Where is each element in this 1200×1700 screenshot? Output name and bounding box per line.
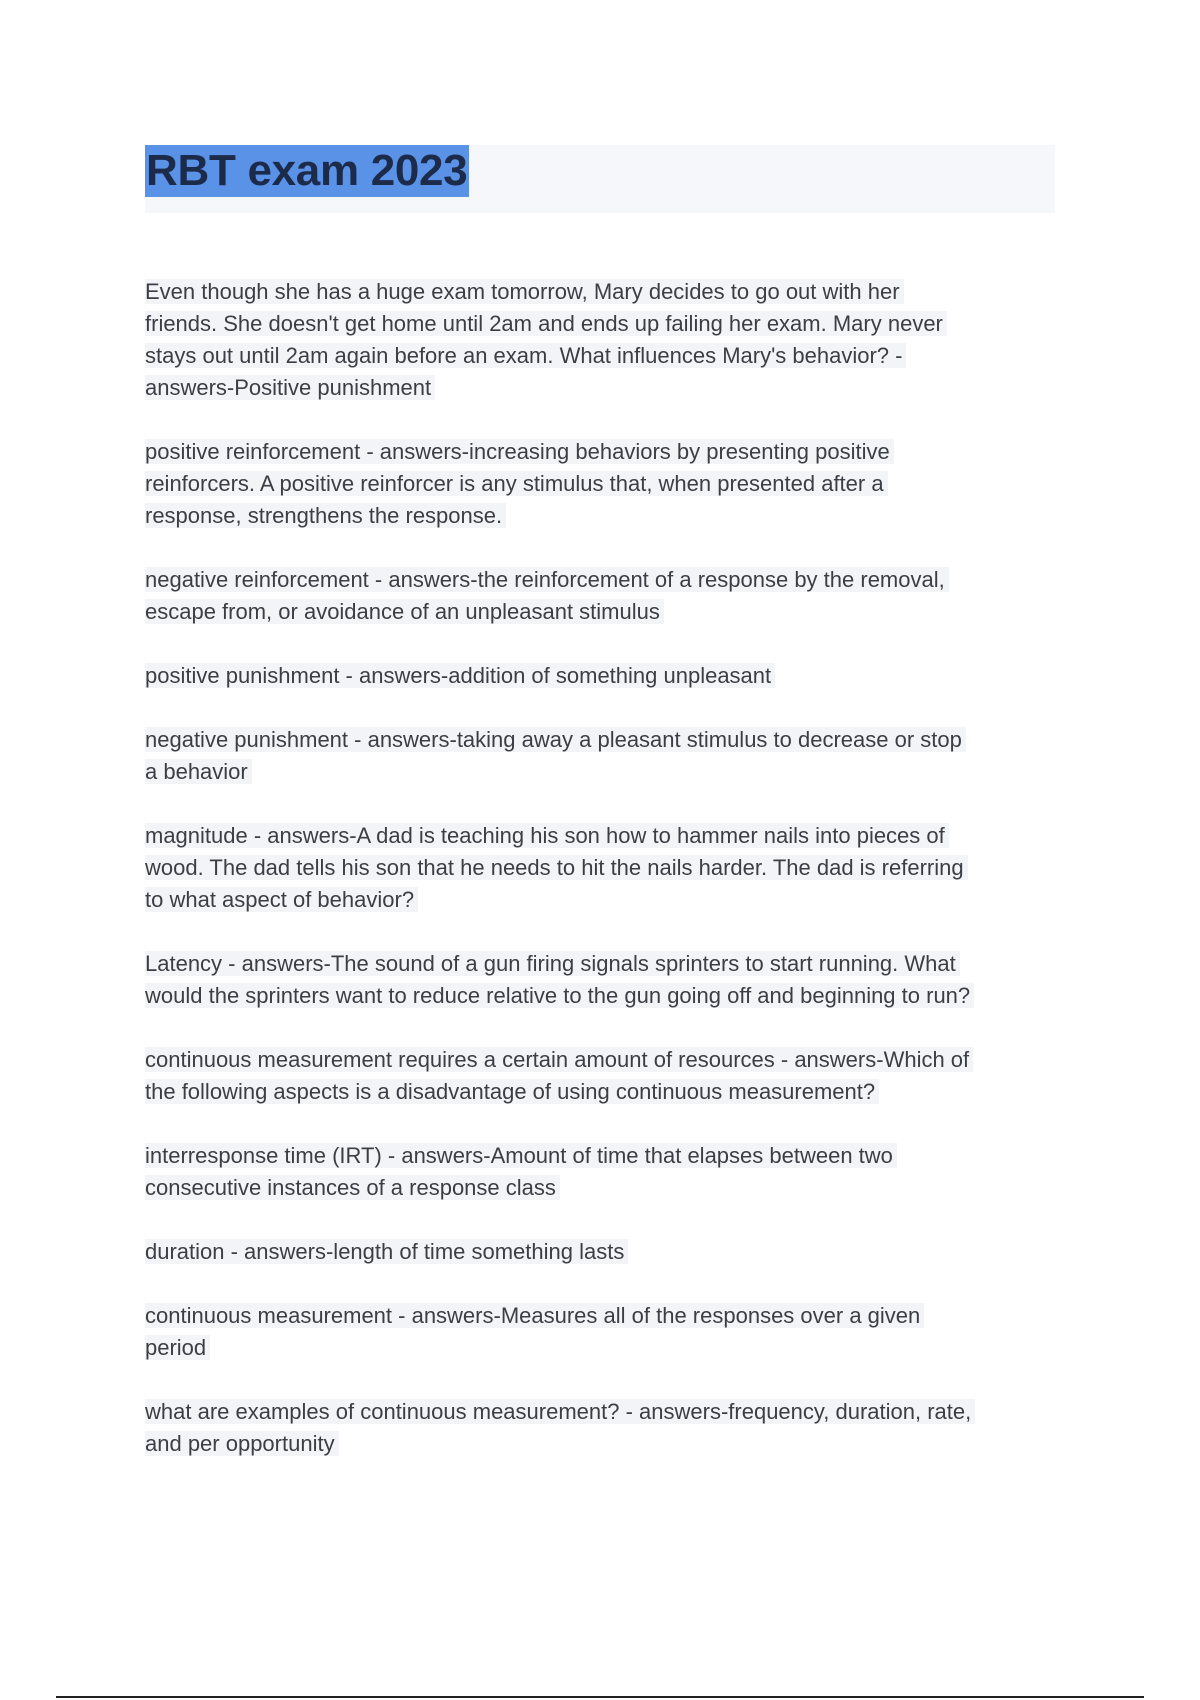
qa-line: interresponse time (IRT) - answers-Amount of time that elapses between two [145,1143,897,1168]
qa-line: would the sprinters want to reduce relative to the gun going off and beginning to run? [145,983,974,1008]
qa-line: and per opportunity [145,1431,339,1456]
qa-line: answers-Positive punishment [145,375,435,400]
qa-entry [145,820,1057,916]
qa-line: period [145,1335,210,1360]
qa-entry [145,1044,1057,1108]
qa-line: friends. She doesn't get home until 2am and ends up failing her exam. Mary never [145,311,947,336]
qa-line: what are examples of continuous measurement? - answers-frequency, duration, rate, [145,1399,975,1424]
qa-line: stays out until 2am again before an exam. What influences Mary's behavior? - [145,343,906,368]
qa-entry [145,1300,1057,1364]
qa-entry [145,948,1057,1012]
document-title: RBT exam 2023 [146,146,468,195]
qa-line: reinforcers. A positive reinforcer is any stimulus that, when presented after a [145,471,888,496]
qa-list [145,276,1057,1492]
qa-line: wood. The dad tells his son that he needs to hit the nails harder. The dad is referring [145,855,968,880]
qa-entry [145,1236,1057,1268]
qa-entry [145,1140,1057,1204]
qa-line: negative reinforcement - answers-the reinforcement of a response by the removal, [145,567,949,592]
qa-line: the following aspects is a disadvantage of using continuous measurement? [145,1079,879,1104]
qa-entry [145,276,1057,404]
qa-line: to what aspect of behavior? [145,887,418,912]
qa-entry [145,660,1057,692]
qa-line: escape from, or avoidance of an unpleasant stimulus [145,599,664,624]
qa-line: positive punishment - answers-addition of something unpleasant [145,663,775,688]
qa-line: positive reinforcement - answers-increasing behaviors by presenting positive [145,439,894,464]
qa-entry [145,436,1057,532]
qa-line: response, strengthens the response. [145,503,506,528]
qa-line: negative punishment - answers-taking away a pleasant stimulus to decrease or stop [145,727,966,752]
qa-entry [145,724,1057,788]
qa-line: magnitude - answers-A dad is teaching his son how to hammer nails into pieces of [145,823,949,848]
qa-entry [145,564,1057,628]
qa-line: a behavior [145,759,252,784]
qa-line: consecutive instances of a response class [145,1175,560,1200]
qa-line: Even though she has a huge exam tomorrow, Mary decides to go out with her [145,279,904,304]
page-bottom-rule [56,1696,1144,1698]
qa-entry [145,1396,1057,1460]
qa-line: Latency - answers-The sound of a gun firing signals sprinters to start running. What [145,951,960,976]
qa-line: continuous measurement - answers-Measures all of the responses over a given [145,1303,924,1328]
qa-line: duration - answers-length of time something lasts [145,1239,628,1264]
qa-line: continuous measurement requires a certain amount of resources - answers-Which of [145,1047,973,1072]
